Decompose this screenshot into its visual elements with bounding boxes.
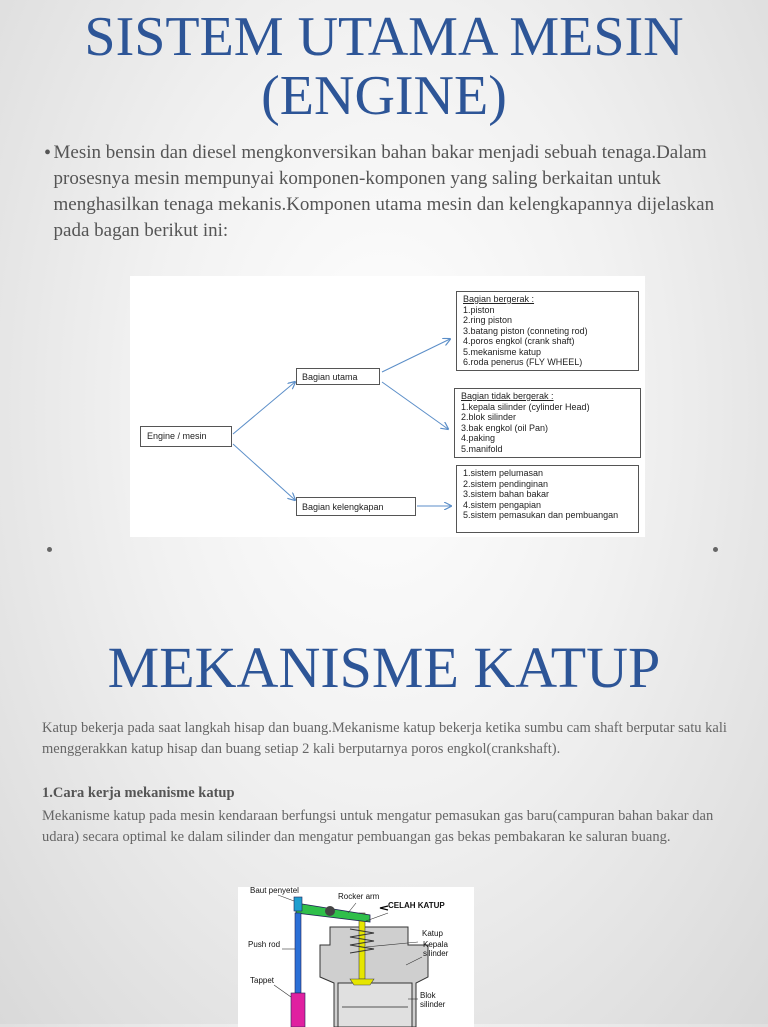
- accessory-item: 2.sistem pendinginan: [463, 478, 549, 489]
- box-static-parts: [454, 388, 641, 458]
- box-accessory-parts: [456, 465, 639, 533]
- box-accessory-label: Bagian kelengkapan: [302, 502, 384, 512]
- moving-item: 1.piston: [463, 304, 495, 315]
- figure-label-tappet: Tappet: [250, 976, 275, 985]
- static-item: 5.manifold: [461, 443, 503, 454]
- moving-item: 6.roda penerus (FLY WHEEL): [463, 357, 583, 367]
- box-main: [296, 368, 380, 385]
- arrow-root-main: [233, 382, 295, 434]
- figure-label-valve: Katup: [422, 929, 443, 938]
- bullet-item: [44, 140, 724, 244]
- slide-title: MEKANISME KATUP: [107, 635, 661, 700]
- moving-item: 3.batang piston (conneting rod): [463, 325, 588, 336]
- figure-label-clearance: CELAH KATUP: [388, 901, 445, 910]
- valve-mechanism-figure: [238, 887, 474, 1027]
- figure-label-rocker: Rocker arm: [338, 892, 380, 901]
- static-title: Bagian tidak bergerak :: [461, 391, 554, 401]
- bullet-text: Mesin bensin dan diesel mengkonversikan bahan bakar menjadi sebuah tenaga.Dalam prosesnya mesin mempunyai komponen-komponen yang saling berkaitan untuk menghasilkan tenaga mekanis.Komponen utama mesin dan kelengkapannya dijelaskan pada bagan berikut ini:: [53, 142, 715, 241]
- moving-item: 4.poros engkol (crank shaft): [463, 336, 575, 346]
- accessory-item: 4.sistem pengapian: [463, 499, 542, 510]
- arrow-main-moving: [382, 339, 450, 372]
- static-item: 2.blok silinder: [461, 412, 517, 422]
- figure-label-pushrod: Push rod: [248, 940, 281, 949]
- static-item: 1.kepala silinder (cylinder Head): [461, 401, 590, 412]
- box-moving-parts: [456, 291, 639, 371]
- moving-title: Bagian bergerak :: [463, 294, 535, 304]
- accessory-item: 5.sistem pemasukan dan pembuangan: [463, 510, 619, 520]
- figure-label-head: Kepala silinder: [423, 940, 449, 958]
- box-accessory: [296, 497, 416, 516]
- moving-item: 5.mekanisme katup: [463, 346, 542, 357]
- bullet-icon: •: [44, 142, 52, 164]
- box-main-label: Bagian utama: [302, 372, 358, 382]
- accessory-item: 3.sistem bahan bakar: [463, 489, 550, 499]
- slide-dot-left: [47, 547, 52, 552]
- static-item: 3.bak engkol (oil Pan): [461, 422, 549, 433]
- accessory-item: 1.sistem pelumasan: [463, 468, 544, 478]
- moving-item: 2.ring piston: [463, 315, 513, 325]
- figure-label-block: Blok silinder: [420, 991, 446, 1009]
- box-engine-label: Engine / mesin: [147, 431, 207, 441]
- slide-dot-right: [713, 547, 718, 552]
- slide-title: SISTEM UTAMA MESIN (ENGINE): [84, 6, 684, 127]
- slide-valve-mechanism: [0, 590, 768, 1024]
- arrow-root-accessory: [233, 444, 295, 500]
- box-engine: [140, 426, 232, 447]
- paragraph-intro: Katup bekerja pada saat langkah hisap dan buang.Mekanisme katup bekerja ketika sumbu cam shaft berputar satu kali menggerakkan katup hisap dan buang setiap 2 kali berputarnya poros engkol(crankshaft).: [42, 720, 727, 757]
- engine-diagram: [130, 276, 645, 537]
- subheading: 1.Cara kerja mekanisme katup: [42, 785, 235, 801]
- static-item: 4.paking: [461, 433, 496, 443]
- arrow-main-static: [382, 382, 448, 429]
- paragraph-function: Mekanisme katup pada mesin kendaraan berfungsi untuk mengatur pemasukan gas baru(campuran bahan bakar dan udara) secara optimal ke dalam silinder dan mengatur pembuangan gas bekas pembakaran ke saluran buang.: [42, 808, 714, 845]
- figure-label-adjuster: Baut penyetel: [250, 887, 299, 895]
